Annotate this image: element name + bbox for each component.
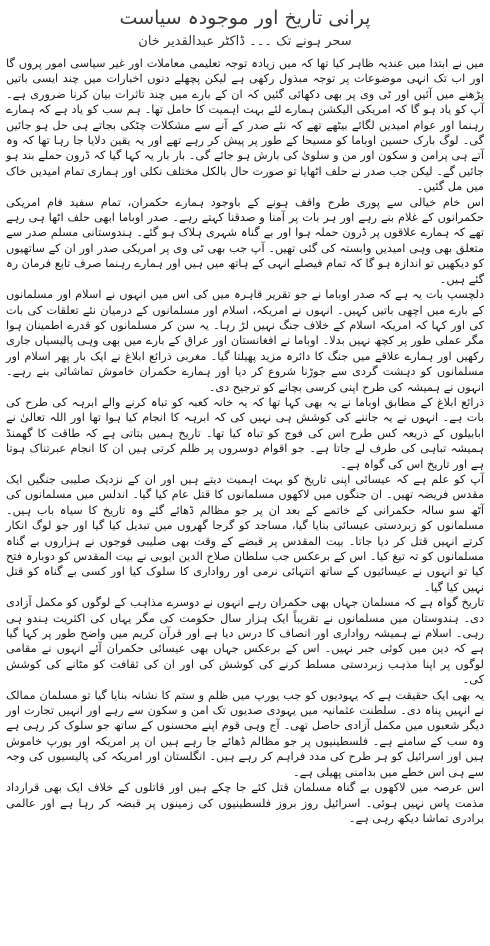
paragraph: اس خام خیالی سے پوری طرح واقف ہونے کے باوجود ہمارے حکمران، تمام سفید فام امریکی حکمرانوں کے غلام بنے رہے اور ہر بات پر آمنا و صدقنا کہتے رہے۔ صدر اوباما ابھی حلف اٹھا ہی رہے تھے کہ ہمارے علاقوں پر ڈرون حملہ ہوا اور بے گناہ شہری ہلاک ہو گئے۔ ہندوستانی مسلم صدر سے متعلق بھی وہی امیدیں وابستہ کی گئی تھیں۔ آپ جب بھی ٹی وی پر امریکی صدر اور ان کے ساتھیوں کو دیکھیں تو اندازہ ہو گا کہ تمام فیصلے انہی کے ہاتھ میں ہیں اور ہمارے رہنما صرف تابع فرمان رہ گئے ہیں۔ (6, 195, 484, 286)
article-body (6, 56, 484, 826)
paragraph: دلچسپ بات یہ ہے کہ صدر اوباما نے جو تقریر قاہرہ میں کی اس میں انہوں نے اسلام اور مسلمانوں کے بارے میں اچھی باتیں کہیں۔ انہوں نے امریکہ، اسلام اور مسلمانوں کے درمیان نئے تعلقات کی بات کی اور کہا کہ امریکہ اسلام کے خلاف جنگ نہیں لڑ رہا۔ یہ سن کر مسلمانوں کو قدرے اطمینان ہوا مگر عملی طور پر کچھ نہیں بدلا۔ اوباما نے افغانستان اور عراق کے بارے میں بھی وہی پالیسیاں جاری رکھیں اور ہمارے علاقے میں جنگ کا دائرہ مزید پھیلتا گیا۔ مغربی ذرائع ابلاغ نے ایک بار پھر اسلام اور مسلمانوں کو دہشت گردی سے جوڑنا شروع کر دیا اور ہمارے حکمران خاموش تماشائی بنے رہے۔ انہوں نے ہمیشہ کی طرح اپنی کرسی بچانے کو ترجیح دی۔ (6, 288, 484, 394)
paragraph: ذرائع ابلاغ کے مطابق اوباما نے یہ بھی کہا تھا کہ یہ خانہ کعبہ کو تباہ کرنے والے ابرہہ کی طرح کی بات ہے۔ انہوں نے یہ جاننے کی کوشش ہی نہیں کی کہ ابرہہ کا انجام کیا ہوا تھا اور اللہ تعالیٰ نے ابابیلوں کے ذریعہ کس طرح اس کی فوج کو تباہ کیا تھا۔ تاریخ ہمیں بتاتی ہے کہ طاقت کا گھمنڈ ہمیشہ تباہی کی طرف لے جاتا ہے۔ جو اقوام دوسروں پر ظلم کرتی ہیں ان کا انجام عبرتناک ہوتا ہے اور تاریخ اس کی گواہ ہے۔ (6, 395, 484, 471)
paragraph: تاریخ گواہ ہے کہ مسلمان جہاں بھی حکمران رہے انہوں نے دوسرے مذاہب کے لوگوں کو مکمل آزادی دی۔ ہندوستان میں مسلمانوں نے تقریباً ایک ہزار سال حکومت کی مگر یہاں کی اکثریت ہندو ہی رہی۔ اسلام نے ہمیشہ رواداری اور انصاف کا درس دیا ہے اور قرآن کریم میں واضح طور پر کہا گیا ہے کہ دین میں کوئی جبر نہیں۔ اس کے برعکس جہاں بھی عیسائی حکمران آئے انہوں نے مقامی لوگوں پر اپنا مذہب زبردستی مسلط کرنے کی کوشش کی اور ان کی ثقافت کو مٹانے کی کوشش کی۔ (6, 596, 484, 687)
article-title: پرانی تاریخ اور موجودہ سیاست (119, 7, 371, 29)
paragraph: یہ بھی ایک حقیقت ہے کہ یہودیوں کو جب یورپ میں ظلم و ستم کا نشانہ بنایا گیا تو مسلمان ممالک نے انہیں پناہ دی۔ سلطنت عثمانیہ میں یہودی صدیوں تک امن و سکون سے رہے اور انہیں تجارت اور دیگر شعبوں میں مکمل آزادی حاصل تھی۔ آج وہی قوم اپنے محسنوں کے ساتھ جو سلوک کر رہی ہے وہ سب کے سامنے ہے۔ فلسطینیوں پر جو مظالم ڈھائے جا رہے ہیں ان پر امریکہ اور یورپ خاموش ہیں اور اسرائیل کو ہر طرح کی مدد فراہم کر رہے ہیں۔ انگلستان اور امریکہ کی پالیسیوں کی وجہ سے ہی اس خطے میں بدامنی پھیلی ہے۔ (6, 688, 484, 779)
article-byline: سحر ہونے تک ۔۔۔ ڈاکٹر عبدالقدیر خان (138, 34, 352, 49)
paragraph: آپ کو علم ہے کہ عیسائی اپنی تاریخ کو بہت اہمیت دیتے ہیں اور ان کے نزدیک صلیبی جنگیں ایک مقدس فریضہ تھیں۔ ان جنگوں میں لاکھوں مسلمانوں کا قتل عام کیا گیا۔ اندلس میں مسلمانوں کی آٹھ سو سالہ حکمرانی کے خاتمے کے بعد ان پر جو مظالم ڈھائے گئے وہ تاریخ کا سیاہ باب ہیں۔ مسلمانوں کو زبردستی عیسائی بنایا گیا، مساجد کو گرجا گھروں میں تبدیل کیا گیا اور جو لوگ انکار کرتے انہیں قتل کر دیا جاتا۔ بیت المقدس پر قبضے کے وقت بھی صلیبی فوجوں نے ہزاروں بے گناہ مسلمانوں کو تہ تیغ کیا۔ اس کے برعکس جب سلطان صلاح الدین ایوبی نے بیت المقدس کو دوبارہ فتح کیا تو انہوں نے عیسائیوں کے ساتھ انتہائی نرمی اور رواداری کا سلوک کیا اور کسی بے گناہ کو قتل نہیں کیا گیا۔ (6, 472, 484, 594)
paragraph: اس عرصہ میں لاکھوں بے گناہ مسلمان قتل کئے جا چکے ہیں اور قاتلوں کے خلاف ایک بھی قرارداد مذمت پاس نہیں ہوئی۔ اسرائیل روز بروز فلسطینیوں کی زمینوں پر قبضہ کر رہا ہے اور عالمی برادری تماشا دیکھ رہی ہے۔ (6, 781, 484, 825)
paragraph: میں نے ابتدا میں عندیہ ظاہر کیا تھا کہ میں زیادہ توجہ تعلیمی معاملات اور غیر سیاسی امور پروں گا اور اب تک انہی موضوعات پر توجہ مبذول رکھی ہے لیکن پچھلے دنوں اخبارات میں چند ایسی باتیں پڑھنے میں آئیں اور ٹی وی پر بھی دکھائی گئیں کہ ان کے بارے میں چند تاثرات بیان کرنا ضروری ہے۔ آپ کو یاد ہو گا کہ امریکی الیکشن ہمارے لئے بہت اہمیت کا حامل تھا۔ ہم سب کو یاد ہے کہ ہمارے رہنما اور عوام امیدیں لگائے بیٹھے تھے کہ نئے صدر کے آنے سے مشکلات چٹکی بجاتے ہی حل ہو جائیں گی۔ لوگ بارک حسین اوباما کو مسیحا کے طور پر پیش کر رہے تھے اور یہ یقین دلایا جا رہا تھا کہ وہ آتے ہی پرامن و سکون اور من و سلویٰ کی بارش ہو جائے گی۔ بار بار یہ کہا گیا کہ ڈرون حملے بند ہو جائیں گے۔ لیکن جب صدر نے حلف اٹھایا تو صورت حال بالکل مختلف نکلی اور ہماری تمام امیدیں خاک میں مل گئیں۔ (6, 57, 484, 194)
